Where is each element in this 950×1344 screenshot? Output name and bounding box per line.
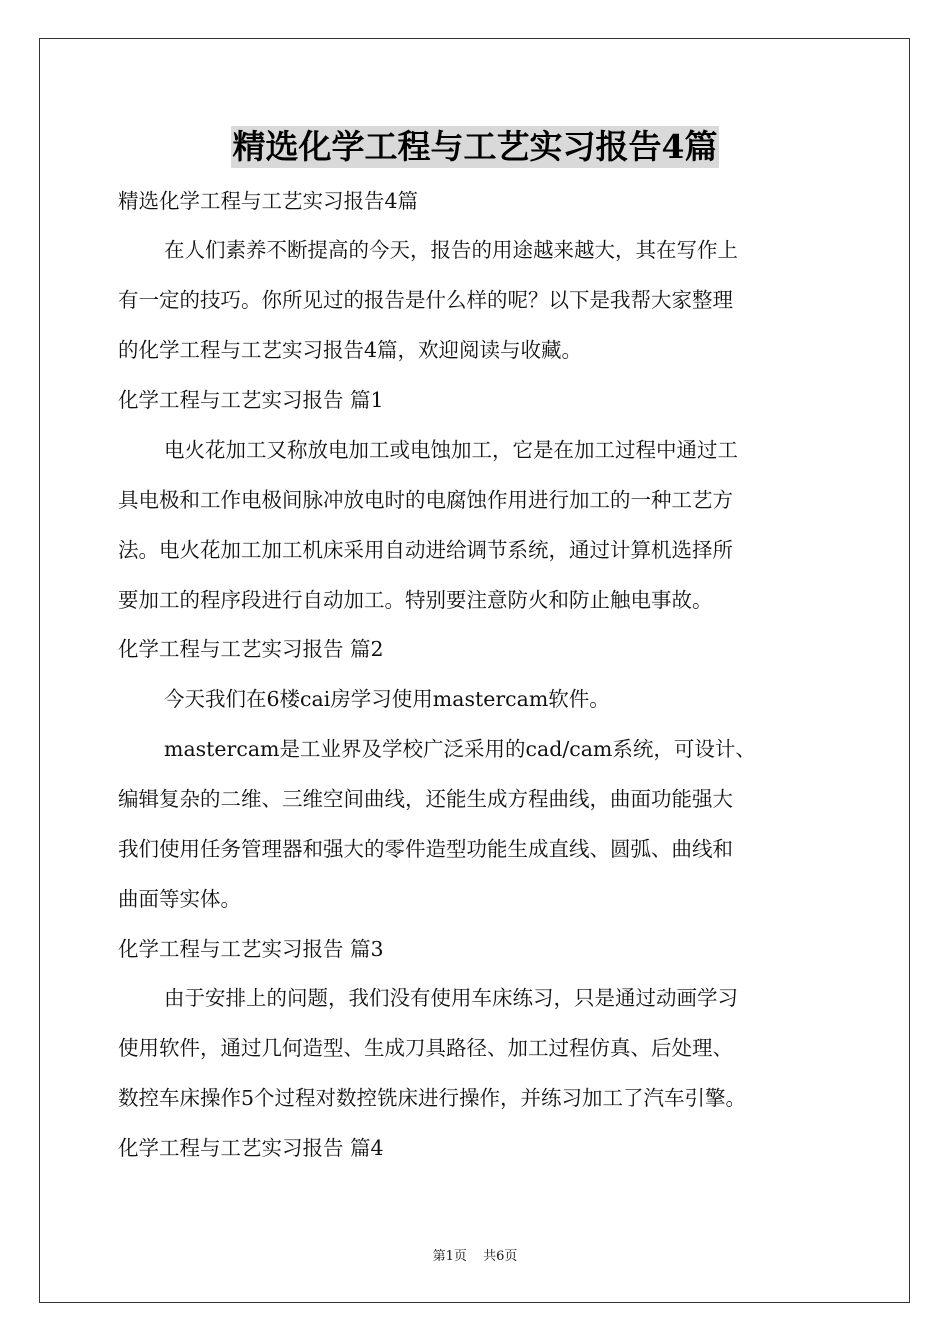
section-3-line-3: 数控车床操作5个过程对数控铣床进行操作，并练习加工了汽车引擎。	[118, 1086, 747, 1110]
section-4-heading: 化学工程与工艺实习报告 篇4	[118, 1136, 384, 1160]
section-2-para-1: 今天我们在6楼cai房学习使用mastercam软件。	[164, 687, 610, 711]
page-number: 第1页	[432, 1249, 467, 1264]
section-2-line-4: 曲面等实体。	[118, 887, 241, 911]
intro-line-1: 在人们素养不断提高的今天，报告的用途越来越大，其在写作上	[164, 238, 738, 262]
section-1-line-2: 具电极和工作电极间脉冲放电时的电腐蚀作用进行加工的一种工艺方	[118, 488, 733, 512]
page-border	[39, 38, 910, 1303]
section-1-line-1: 电火花加工又称放电加工或电蚀加工，它是在加工过程中通过工	[164, 438, 738, 462]
page-footer	[0, 1248, 950, 1266]
section-2-line-2: 编辑复杂的二维、三维空间曲线，还能生成方程曲线，曲面功能强大	[118, 787, 733, 811]
intro-line-3: 的化学工程与工艺实习报告4篇，欢迎阅读与收藏。	[118, 338, 583, 362]
section-1-line-4: 要加工的程序段进行自动加工。特别要注意防火和防止触电事故。	[118, 588, 713, 612]
section-2-line-1: mastercam是工业界及学校广泛采用的cad/cam系统，可设计、	[164, 737, 756, 761]
title-container	[0, 126, 950, 168]
section-1-heading: 化学工程与工艺实习报告 篇1	[118, 388, 384, 412]
section-2-line-3: 我们使用任务管理器和强大的零件造型功能生成直线、圆弧、曲线和	[118, 837, 733, 861]
document-subtitle: 精选化学工程与工艺实习报告4篇	[118, 189, 419, 213]
section-3-line-2: 使用软件，通过几何造型、生成刀具路径、加工过程仿真、后处理、	[118, 1036, 733, 1060]
section-1-line-3: 法。电火花加工加工机床采用自动进给调节系统，通过计算机选择所	[118, 538, 733, 562]
section-3-line-1: 由于安排上的问题，我们没有使用车床练习，只是通过动画学习	[164, 986, 738, 1010]
section-3-heading: 化学工程与工艺实习报告 篇3	[118, 937, 384, 961]
document-title: 精选化学工程与工艺实习报告4篇	[232, 127, 718, 166]
intro-line-2: 有一定的技巧。你所见过的报告是什么样的呢？以下是我帮大家整理	[118, 288, 733, 312]
section-2-heading: 化学工程与工艺实习报告 篇2	[118, 637, 384, 661]
page-total: 共6页	[483, 1249, 518, 1264]
